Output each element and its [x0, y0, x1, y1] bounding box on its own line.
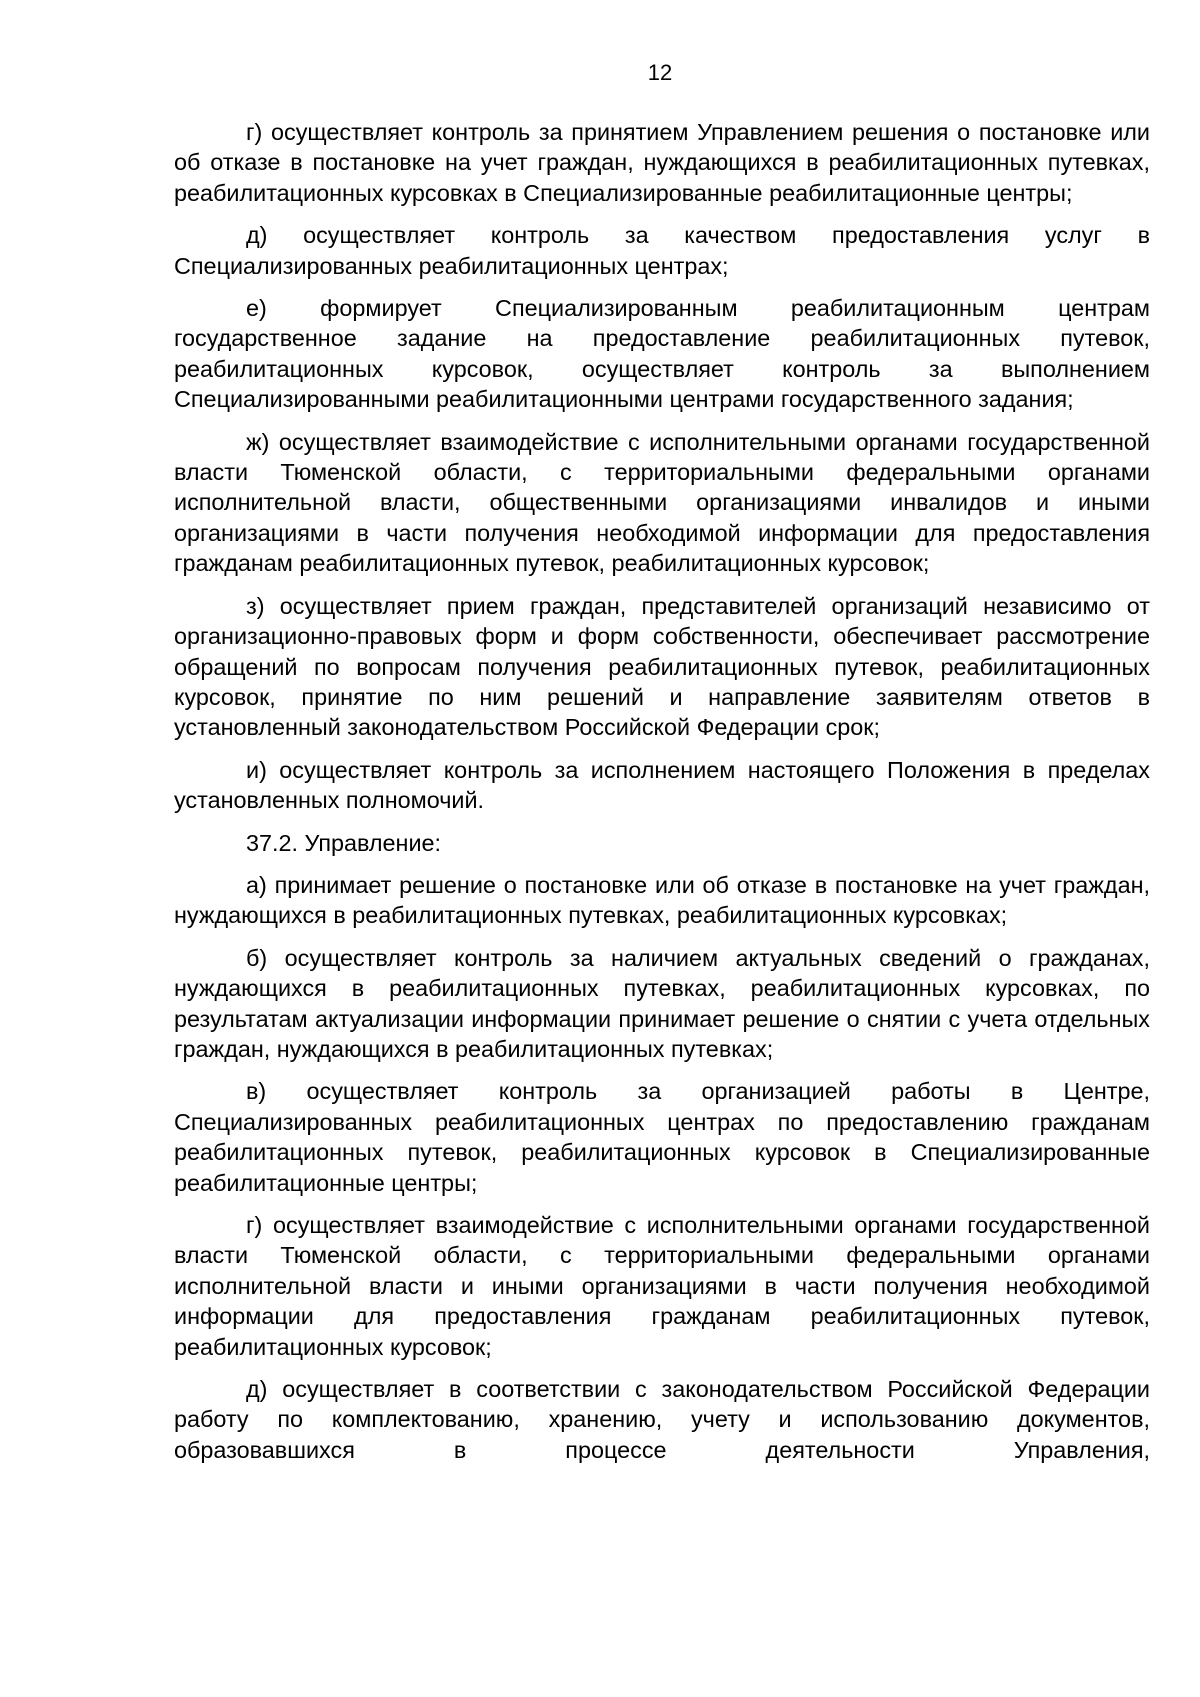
- paragraph-e-state-assignment: е) формирует Специализированным реабилитационным центрам государственное задание на предоставление реабилитационных путевок, реабилитационных курсовок, осуществляет контроль за выполнением Специализированными реабилитационными центрами государственного задания;: [174, 295, 1150, 413]
- paragraph-d-archives: д) осуществляет в соответствии с законодательством Российской Федерации работу по комплектованию, хранению, учету и использованию документов, образовавшихся в процессе деятельности Управления,: [174, 1376, 1150, 1463]
- paragraph-g-interaction: г) осуществляет взаимодействие с исполнительными органами государственной власти Тюменской области, с территориальными федеральными органами исполнительной власти и иными организациями в части получения необходимой информации для предоставления гражданам реабилитационных путевок, реабилитационных курсовок;: [174, 1212, 1150, 1360]
- paragraph-v-organization-control: в) осуществляет контроль за организацией работы в Центре, Специализированных реабилитационных центрах по предоставлению гражданам реабилитационных путевок, реабилитационных курсовок в Специализированные реабилитационные центры;: [174, 1078, 1150, 1196]
- paragraph-a-decision: а) принимает решение о постановке или об отказе в постановке на учет граждан, нуждающихся в реабилитационных путевках, реабилитационных курсовках;: [174, 871, 1150, 929]
- paragraph-b-actual-info: б) осуществляет контроль за наличием актуальных сведений о гражданах, нуждающихся в реабилитационных путевках, реабилитационных курсовках, по результатам актуализации информации принимает решение о снятии с учета отдельных граждан, нуждающихся в реабилитационных путевках;: [174, 944, 1150, 1062]
- document-body: [174, 117, 1150, 1465]
- section-heading-37-2: 37.2. Управление:: [246, 829, 442, 856]
- paragraph-g-control-registration: г) осуществляет контроль за принятием Управлением решения о постановке или об отказе в постановке на учет граждан, нуждающихся в реабилитационных путевках, реабилитационных курсовках в Специализированные реабилитационные центры;: [174, 119, 1150, 206]
- paragraph-z-reception: з) осуществляет прием граждан, представителей организаций независимо от организационно-правовых форм и форм собственности, обеспечивает рассмотрение обращений по вопросам получения реабилитационных путевок, реабилитационных курсовок, принятие по ним решений и направление заявителям ответов в установленный законодательством Российской Федерации срок;: [174, 592, 1150, 741]
- paragraph-zh-interaction: ж) осуществляет взаимодействие с исполнительными органами государственной власти Тюменской области, с территориальными федеральными органами исполнительной власти, общественными организациями инвалидов и иными организациями в части получения необходимой информации для предоставления гражданам реабилитационных путевок, реабилитационных курсовок;: [174, 428, 1150, 577]
- paragraph-d-control-quality: д) осуществляет контроль за качеством предоставления услуг в Специализированных реабилитационных центрах;: [174, 222, 1150, 279]
- page-number: 12: [647, 60, 673, 85]
- paragraph-i-control-execution: и) осуществляет контроль за исполнением настоящего Положения в пределах установленных полномочий.: [174, 756, 1150, 814]
